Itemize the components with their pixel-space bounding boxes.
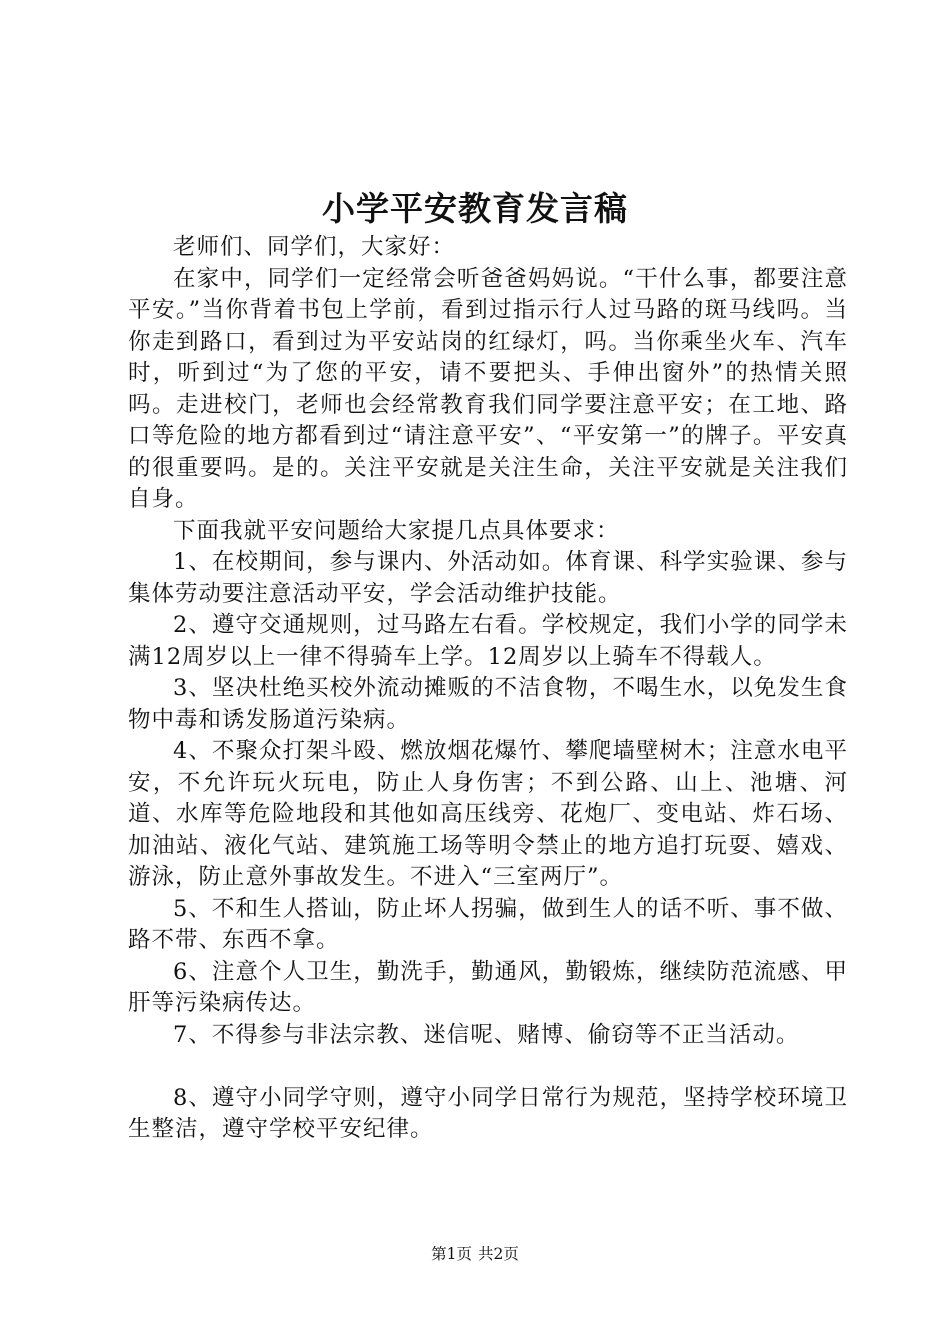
paragraph-item-1: 1、在校期间，参与课内、外活动如。体育课、科学实验课、参与集体劳动要注意活动平安，学会活动维护技能。 — [128, 549, 848, 607]
page-number-current: 第1页 — [431, 1245, 472, 1263]
paragraph-requirements-lead: 下面我就平安问题给大家提几点具体要求： — [173, 517, 620, 544]
page-footer — [0, 1242, 950, 1266]
paragraph-intro: 在家中，同学们一定经常会听爸爸妈妈说。“干什么事，都要注意平安。”当你背着书包上学前，看到过指示行人过马路的斑马线吗。当你走到路口，看到过为平安站岗的红绿灯，吗。当你乘坐火车、汽车时，听到过“为了您的平安，请不要把头、手伸出窗外”的热情关照吗。走进校门，老师也会经常教育我们同学要注意平安；在工地、路口等危险的地方都看到过“请注意平安”、“平安第一”的牌子。平安真的很重要吗。是的。关注平安就是关注生命，关注平安就是关注我们自身。 — [128, 265, 848, 512]
page-number-total: 共2页 — [478, 1245, 519, 1263]
paragraph-item-2: 2、遵守交通规则，过马路左右看。学校规定，我们小学的同学未满12周岁以上一律不得骑车上学。12周岁以上骑车不得载人。 — [128, 612, 848, 670]
paragraph-item-4: 4、不聚众打架斗殴、燃放烟花爆竹、攀爬墙壁树木；注意水电平安，不允许玩火玩电，防止人身伤害；不到公路、山上、池塘、河道、水库等危险地段和其他如高压线旁、花炮厂、变电站、炸石场、加油站、液化气站、建筑施工场等明令禁止的地方追打玩耍、嬉戏、游泳，防止意外事故发生。不进入“三室两厅”。 — [128, 738, 848, 890]
paragraph-item-8: 8、遵守小同学守则，遵守小同学日常行为规范，坚持学校环境卫生整洁，遵守学校平安纪律。 — [128, 1084, 848, 1142]
page-title: 小学平安教育发言稿 — [322, 189, 628, 228]
paragraph-item-7: 7、不得参与非法宗教、迷信呢、赌博、偷窃等不正当活动。 — [173, 1021, 800, 1048]
paragraph-item-5: 5、不和生人搭讪，防止坏人拐骗，做到生人的话不听、事不做、路不带、东西不拿。 — [128, 895, 848, 953]
greeting-paragraph: 老师们、同学们，大家好： — [173, 234, 456, 260]
paragraph-item-6: 6、注意个人卫生，勤洗手，勤通风，勤锻炼，继续防范流感、甲肝等污染病传达。 — [128, 958, 848, 1016]
paragraph-item-3: 3、坚决杜绝买校外流动摊贩的不洁食物，不喝生水，以免发生食物中毒和诱发肠道污染病。 — [128, 675, 848, 733]
document-body — [128, 232, 848, 1146]
